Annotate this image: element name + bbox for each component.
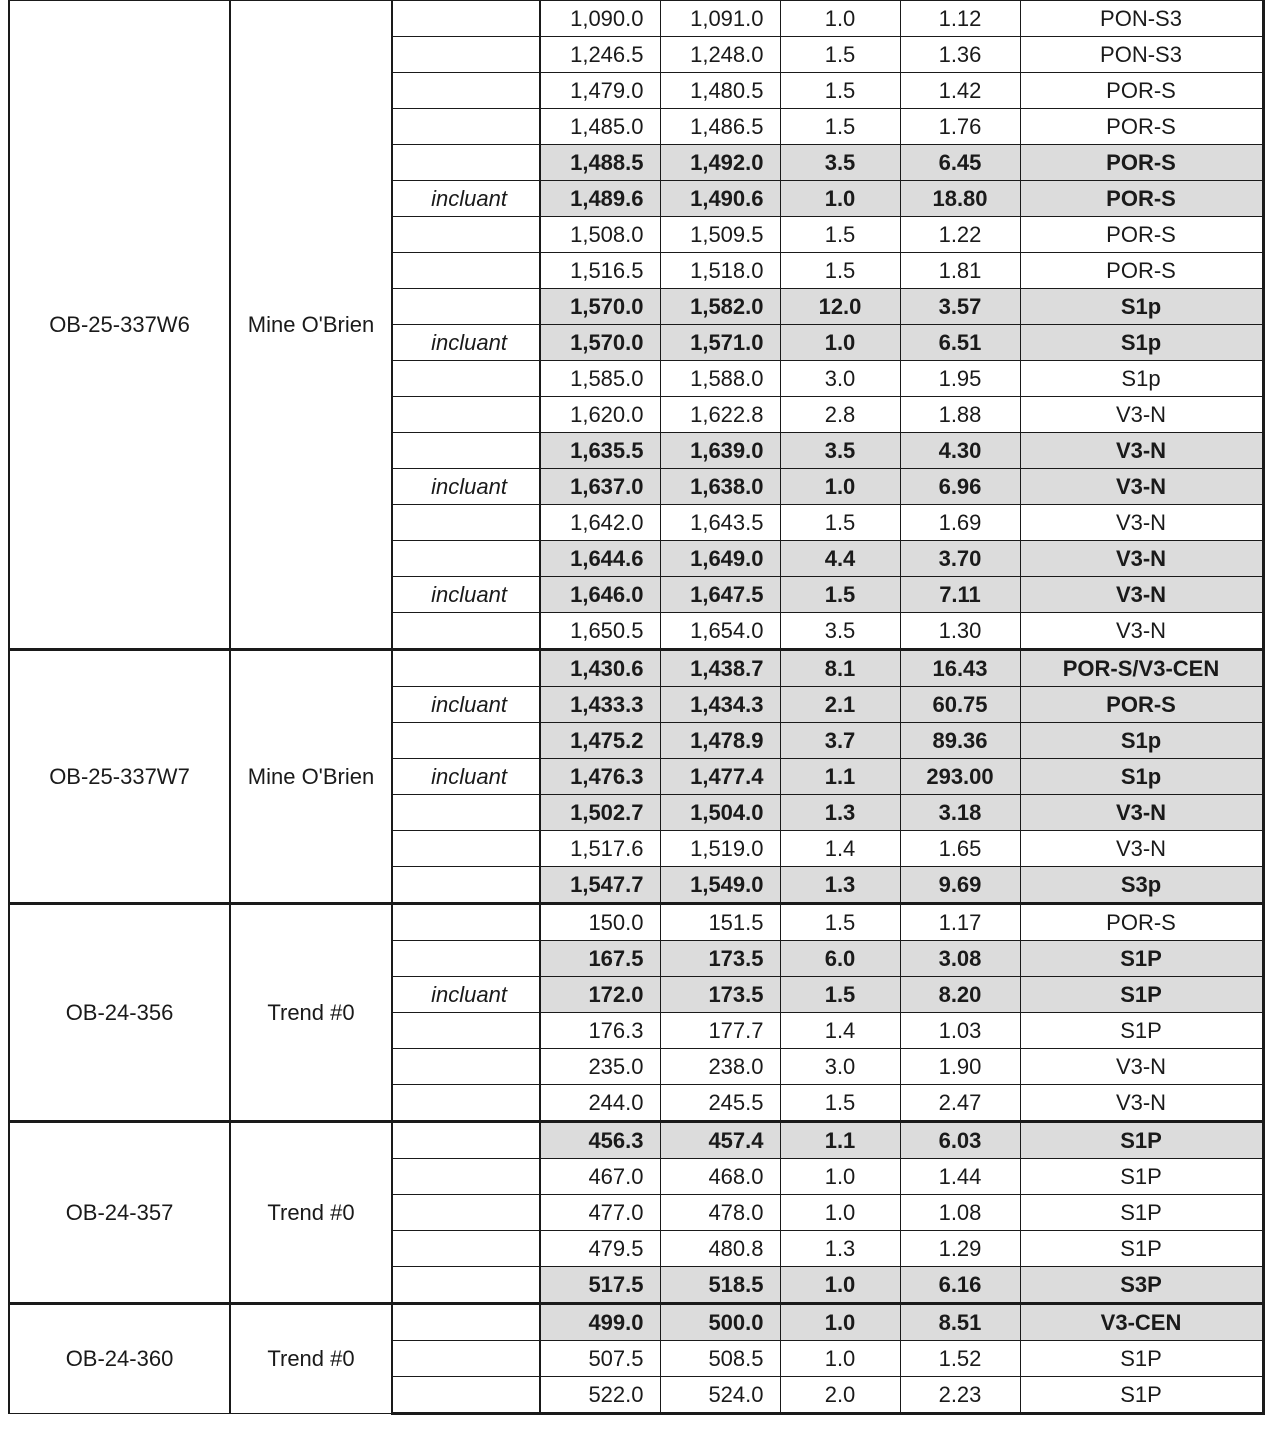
grade-cell: 6.96 (900, 469, 1020, 505)
from-cell: 1,479.0 (540, 73, 660, 109)
from-cell: 1,488.5 (540, 145, 660, 181)
table-body (9, 0, 1263, 1414)
zone-cell: S3P (1020, 1267, 1263, 1304)
zone-cell: S1P (1020, 1159, 1263, 1195)
to-cell: 1,509.5 (660, 217, 780, 253)
to-cell: 1,647.5 (660, 577, 780, 613)
table-row (9, 904, 1263, 941)
zone-cell: PON-S3 (1020, 0, 1263, 37)
length-cell: 3.5 (780, 613, 900, 650)
zone-cell: V3-N (1020, 397, 1263, 433)
grade-cell: 1.22 (900, 217, 1020, 253)
from-cell: 1,570.0 (540, 325, 660, 361)
grade-cell: 1.17 (900, 904, 1020, 941)
from-cell: 1,646.0 (540, 577, 660, 613)
area-cell: Mine O'Brien (230, 0, 392, 650)
drill-results-table (8, 0, 1265, 1415)
grade-cell: 8.20 (900, 977, 1020, 1013)
to-cell: 173.5 (660, 977, 780, 1013)
note-cell (392, 1013, 540, 1049)
length-cell: 1.5 (780, 37, 900, 73)
zone-cell: V3-CEN (1020, 1304, 1263, 1341)
to-cell: 1,643.5 (660, 505, 780, 541)
from-cell: 1,650.5 (540, 613, 660, 650)
zone-cell: S1p (1020, 361, 1263, 397)
hole-id-cell: OB-25-337W6 (9, 0, 230, 650)
note-cell (392, 217, 540, 253)
zone-cell: V3-N (1020, 433, 1263, 469)
grade-cell: 3.08 (900, 941, 1020, 977)
to-cell: 1,492.0 (660, 145, 780, 181)
from-cell: 1,508.0 (540, 217, 660, 253)
grade-cell: 3.18 (900, 795, 1020, 831)
to-cell: 1,091.0 (660, 0, 780, 37)
area-cell: Trend #0 (230, 1304, 392, 1414)
to-cell: 1,649.0 (660, 541, 780, 577)
to-cell: 457.4 (660, 1122, 780, 1159)
zone-cell: S1P (1020, 941, 1263, 977)
zone-cell: POR-S (1020, 687, 1263, 723)
note-cell (392, 433, 540, 469)
to-cell: 1,571.0 (660, 325, 780, 361)
table-row (9, 1304, 1263, 1341)
from-cell: 467.0 (540, 1159, 660, 1195)
from-cell: 1,489.6 (540, 181, 660, 217)
from-cell: 172.0 (540, 977, 660, 1013)
to-cell: 151.5 (660, 904, 780, 941)
note-cell: incluant (392, 759, 540, 795)
note-cell (392, 37, 540, 73)
length-cell: 1.5 (780, 505, 900, 541)
grade-cell: 1.90 (900, 1049, 1020, 1085)
grade-cell: 1.12 (900, 0, 1020, 37)
note-cell (392, 723, 540, 759)
zone-cell: S1P (1020, 977, 1263, 1013)
note-cell (392, 1304, 540, 1341)
length-cell: 1.0 (780, 325, 900, 361)
note-cell (392, 831, 540, 867)
grade-cell: 7.11 (900, 577, 1020, 613)
grade-cell: 1.65 (900, 831, 1020, 867)
length-cell: 3.0 (780, 1049, 900, 1085)
hole-id-cell: OB-24-356 (9, 904, 230, 1122)
to-cell: 1,588.0 (660, 361, 780, 397)
area-cell: Mine O'Brien (230, 650, 392, 904)
grade-cell: 1.03 (900, 1013, 1020, 1049)
note-cell (392, 1049, 540, 1085)
from-cell: 1,430.6 (540, 650, 660, 687)
length-cell: 1.0 (780, 1159, 900, 1195)
grade-cell: 6.16 (900, 1267, 1020, 1304)
grade-cell: 16.43 (900, 650, 1020, 687)
from-cell: 244.0 (540, 1085, 660, 1122)
note-cell (392, 904, 540, 941)
zone-cell: V3-N (1020, 469, 1263, 505)
from-cell: 176.3 (540, 1013, 660, 1049)
from-cell: 477.0 (540, 1195, 660, 1231)
grade-cell: 4.30 (900, 433, 1020, 469)
length-cell: 1.4 (780, 1013, 900, 1049)
grade-cell: 2.23 (900, 1377, 1020, 1414)
from-cell: 1,517.6 (540, 831, 660, 867)
from-cell: 1,090.0 (540, 0, 660, 37)
zone-cell: POR-S (1020, 217, 1263, 253)
zone-cell: POR-S (1020, 253, 1263, 289)
grade-cell: 1.88 (900, 397, 1020, 433)
zone-cell: POR-S (1020, 109, 1263, 145)
grade-cell: 1.36 (900, 37, 1020, 73)
note-cell: incluant (392, 577, 540, 613)
note-cell (392, 613, 540, 650)
zone-cell: S1P (1020, 1122, 1263, 1159)
length-cell: 1.0 (780, 1195, 900, 1231)
grade-cell: 3.70 (900, 541, 1020, 577)
to-cell: 480.8 (660, 1231, 780, 1267)
note-cell (392, 109, 540, 145)
to-cell: 1,654.0 (660, 613, 780, 650)
zone-cell: S1P (1020, 1195, 1263, 1231)
zone-cell: S1P (1020, 1013, 1263, 1049)
length-cell: 1.5 (780, 217, 900, 253)
to-cell: 238.0 (660, 1049, 780, 1085)
to-cell: 1,490.6 (660, 181, 780, 217)
from-cell: 1,246.5 (540, 37, 660, 73)
length-cell: 3.5 (780, 145, 900, 181)
to-cell: 468.0 (660, 1159, 780, 1195)
from-cell: 522.0 (540, 1377, 660, 1414)
length-cell: 1.0 (780, 181, 900, 217)
from-cell: 1,642.0 (540, 505, 660, 541)
length-cell: 3.0 (780, 361, 900, 397)
length-cell: 1.5 (780, 73, 900, 109)
to-cell: 1,622.8 (660, 397, 780, 433)
to-cell: 1,639.0 (660, 433, 780, 469)
to-cell: 1,638.0 (660, 469, 780, 505)
zone-cell: S1p (1020, 289, 1263, 325)
note-cell (392, 1231, 540, 1267)
length-cell: 1.5 (780, 904, 900, 941)
zone-cell: S1p (1020, 325, 1263, 361)
length-cell: 1.0 (780, 1341, 900, 1377)
from-cell: 1,547.7 (540, 867, 660, 904)
to-cell: 524.0 (660, 1377, 780, 1414)
grade-cell: 6.51 (900, 325, 1020, 361)
note-cell (392, 867, 540, 904)
note-cell: incluant (392, 469, 540, 505)
to-cell: 1,478.9 (660, 723, 780, 759)
length-cell: 1.1 (780, 1122, 900, 1159)
grade-cell: 3.57 (900, 289, 1020, 325)
from-cell: 1,485.0 (540, 109, 660, 145)
note-cell (392, 289, 540, 325)
grade-cell: 1.30 (900, 613, 1020, 650)
from-cell: 479.5 (540, 1231, 660, 1267)
from-cell: 150.0 (540, 904, 660, 941)
length-cell: 1.5 (780, 977, 900, 1013)
note-cell (392, 1195, 540, 1231)
grade-cell: 18.80 (900, 181, 1020, 217)
note-cell (392, 1159, 540, 1195)
length-cell: 1.4 (780, 831, 900, 867)
length-cell: 1.1 (780, 759, 900, 795)
note-cell (392, 1377, 540, 1414)
area-cell: Trend #0 (230, 904, 392, 1122)
from-cell: 1,570.0 (540, 289, 660, 325)
zone-cell: S1P (1020, 1341, 1263, 1377)
zone-cell: S1p (1020, 759, 1263, 795)
zone-cell: POR-S (1020, 904, 1263, 941)
length-cell: 4.4 (780, 541, 900, 577)
grade-cell: 1.42 (900, 73, 1020, 109)
to-cell: 1,434.3 (660, 687, 780, 723)
note-cell (392, 1085, 540, 1122)
length-cell: 1.3 (780, 795, 900, 831)
to-cell: 1,549.0 (660, 867, 780, 904)
zone-cell: V3-N (1020, 577, 1263, 613)
to-cell: 1,486.5 (660, 109, 780, 145)
note-cell (392, 253, 540, 289)
from-cell: 1,585.0 (540, 361, 660, 397)
to-cell: 508.5 (660, 1341, 780, 1377)
to-cell: 1,248.0 (660, 37, 780, 73)
length-cell: 3.5 (780, 433, 900, 469)
table-row (9, 650, 1263, 687)
hole-id-cell: OB-25-337W7 (9, 650, 230, 904)
length-cell: 1.3 (780, 1231, 900, 1267)
length-cell: 12.0 (780, 289, 900, 325)
grade-cell: 293.00 (900, 759, 1020, 795)
zone-cell: S3p (1020, 867, 1263, 904)
grade-cell: 2.47 (900, 1085, 1020, 1122)
length-cell: 1.0 (780, 469, 900, 505)
zone-cell: V3-N (1020, 541, 1263, 577)
from-cell: 1,644.6 (540, 541, 660, 577)
to-cell: 1,480.5 (660, 73, 780, 109)
length-cell: 6.0 (780, 941, 900, 977)
zone-cell: S1P (1020, 1377, 1263, 1414)
zone-cell: S1P (1020, 1231, 1263, 1267)
length-cell: 2.0 (780, 1377, 900, 1414)
note-cell (392, 541, 540, 577)
length-cell: 1.0 (780, 1267, 900, 1304)
to-cell: 1,519.0 (660, 831, 780, 867)
to-cell: 1,518.0 (660, 253, 780, 289)
to-cell: 1,582.0 (660, 289, 780, 325)
grade-cell: 1.69 (900, 505, 1020, 541)
length-cell: 2.8 (780, 397, 900, 433)
zone-cell: POR-S/V3-CEN (1020, 650, 1263, 687)
grade-cell: 1.52 (900, 1341, 1020, 1377)
from-cell: 1,475.2 (540, 723, 660, 759)
to-cell: 500.0 (660, 1304, 780, 1341)
to-cell: 245.5 (660, 1085, 780, 1122)
note-cell (392, 505, 540, 541)
length-cell: 2.1 (780, 687, 900, 723)
zone-cell: V3-N (1020, 795, 1263, 831)
from-cell: 1,637.0 (540, 469, 660, 505)
length-cell: 1.5 (780, 1085, 900, 1122)
from-cell: 1,620.0 (540, 397, 660, 433)
note-cell: incluant (392, 181, 540, 217)
length-cell: 1.3 (780, 867, 900, 904)
zone-cell: V3-N (1020, 1085, 1263, 1122)
note-cell: incluant (392, 687, 540, 723)
from-cell: 1,476.3 (540, 759, 660, 795)
zone-cell: POR-S (1020, 181, 1263, 217)
zone-cell: V3-N (1020, 613, 1263, 650)
grade-cell: 1.81 (900, 253, 1020, 289)
length-cell: 8.1 (780, 650, 900, 687)
grade-cell: 1.76 (900, 109, 1020, 145)
zone-cell: POR-S (1020, 73, 1263, 109)
note-cell (392, 361, 540, 397)
to-cell: 1,504.0 (660, 795, 780, 831)
from-cell: 499.0 (540, 1304, 660, 1341)
to-cell: 173.5 (660, 941, 780, 977)
to-cell: 177.7 (660, 1013, 780, 1049)
from-cell: 235.0 (540, 1049, 660, 1085)
grade-cell: 8.51 (900, 1304, 1020, 1341)
area-cell: Trend #0 (230, 1122, 392, 1304)
note-cell: incluant (392, 325, 540, 361)
length-cell: 1.5 (780, 577, 900, 613)
note-cell (392, 1267, 540, 1304)
length-cell: 1.5 (780, 109, 900, 145)
to-cell: 518.5 (660, 1267, 780, 1304)
to-cell: 478.0 (660, 1195, 780, 1231)
note-cell (392, 650, 540, 687)
grade-cell: 1.08 (900, 1195, 1020, 1231)
from-cell: 1,516.5 (540, 253, 660, 289)
table-row (9, 1122, 1263, 1159)
note-cell (392, 145, 540, 181)
from-cell: 167.5 (540, 941, 660, 977)
note-cell (392, 1122, 540, 1159)
grade-cell: 60.75 (900, 687, 1020, 723)
zone-cell: PON-S3 (1020, 37, 1263, 73)
note-cell (392, 941, 540, 977)
grade-cell: 9.69 (900, 867, 1020, 904)
from-cell: 517.5 (540, 1267, 660, 1304)
length-cell: 1.0 (780, 1304, 900, 1341)
to-cell: 1,477.4 (660, 759, 780, 795)
from-cell: 1,433.3 (540, 687, 660, 723)
note-cell (392, 1341, 540, 1377)
grade-cell: 6.03 (900, 1122, 1020, 1159)
zone-cell: V3-N (1020, 1049, 1263, 1085)
from-cell: 507.5 (540, 1341, 660, 1377)
grade-cell: 1.95 (900, 361, 1020, 397)
to-cell: 1,438.7 (660, 650, 780, 687)
zone-cell: S1p (1020, 723, 1263, 759)
grade-cell: 1.44 (900, 1159, 1020, 1195)
length-cell: 1.5 (780, 253, 900, 289)
hole-id-cell: OB-24-360 (9, 1304, 230, 1414)
note-cell (392, 795, 540, 831)
from-cell: 1,635.5 (540, 433, 660, 469)
table-row (9, 0, 1263, 37)
hole-id-cell: OB-24-357 (9, 1122, 230, 1304)
grade-cell: 89.36 (900, 723, 1020, 759)
note-cell (392, 397, 540, 433)
zone-cell: V3-N (1020, 831, 1263, 867)
grade-cell: 6.45 (900, 145, 1020, 181)
zone-cell: V3-N (1020, 505, 1263, 541)
grade-cell: 1.29 (900, 1231, 1020, 1267)
from-cell: 1,502.7 (540, 795, 660, 831)
length-cell: 3.7 (780, 723, 900, 759)
note-cell (392, 73, 540, 109)
note-cell: incluant (392, 977, 540, 1013)
zone-cell: POR-S (1020, 145, 1263, 181)
note-cell (392, 0, 540, 37)
from-cell: 456.3 (540, 1122, 660, 1159)
length-cell: 1.0 (780, 0, 900, 37)
